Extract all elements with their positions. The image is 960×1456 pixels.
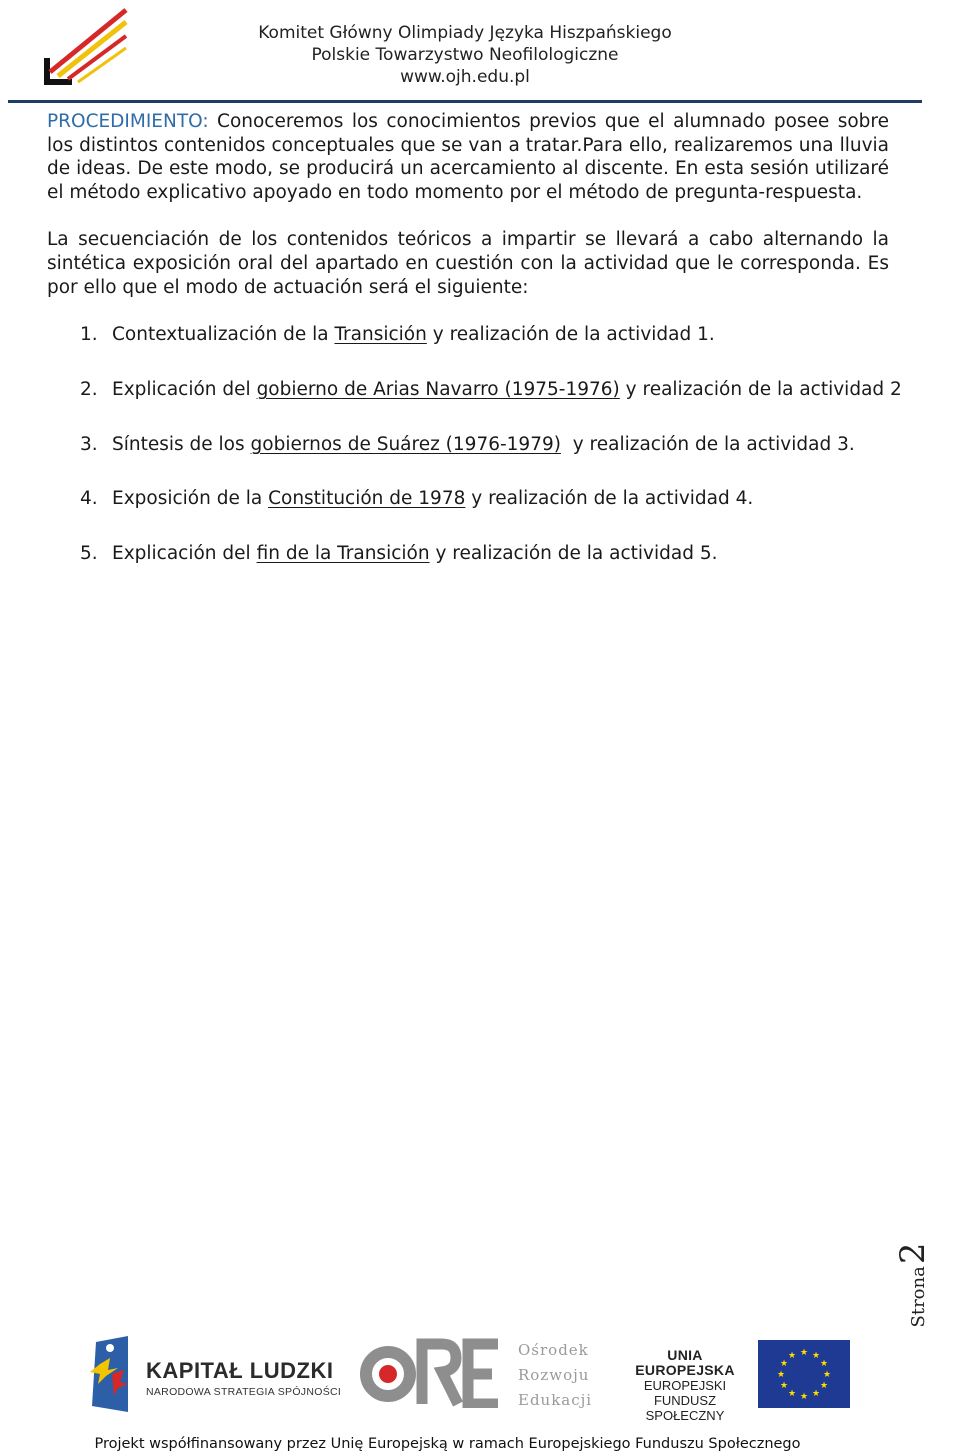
step-number: 2. <box>80 379 98 400</box>
footer-logos <box>0 1328 960 1423</box>
step-topic: fin de la Transición <box>256 543 430 564</box>
step-topic: Constitución de 1978 <box>268 488 466 509</box>
kapital-ludzki-text <box>146 1358 341 1398</box>
page-number-value: 2 <box>893 1242 933 1265</box>
header-divider <box>8 100 922 103</box>
step-text: Contextualización de la <box>112 324 335 345</box>
svg-text:★: ★ <box>811 1351 821 1361</box>
step-text: y realización de la actividad 5. <box>429 543 718 564</box>
document-body <box>47 110 889 299</box>
step-text: Exposición de la <box>112 488 269 509</box>
ore-line2: Rozwoju <box>518 1366 590 1384</box>
step-topic: Transición <box>334 324 427 345</box>
kapital-ludzki-title: KAPITAŁ LUDZKI <box>146 1358 334 1383</box>
procedure-paragraph <box>47 110 889 204</box>
svg-text:★: ★ <box>822 1370 832 1380</box>
ojh-logo-icon <box>44 6 128 86</box>
footer-cofinancing-note: Projekt współfinansowany przez Unię Europejską w ramach Europejskiego Funduszu Społecznego <box>94 1436 801 1452</box>
kapital-ludzki-icon <box>84 1334 134 1414</box>
procedure-text: Conoceremos los conocimientos previos que el alumnado posee sobre los distintos contenidos conceptuales que se van a tratar.Para ello, realizaremos una lluvia de ideas. De este modo, se producirá un acercamiento al discente. En esta sesión utilizaré el método explicativo apoyado en todo momento por el método de pregunta-respuesta. <box>47 111 889 203</box>
svg-text:★: ★ <box>779 1359 789 1369</box>
svg-text:★: ★ <box>811 1389 821 1399</box>
step-item-3 <box>80 434 855 455</box>
svg-text:★: ★ <box>799 1392 809 1402</box>
step-text: Explicación del <box>112 379 257 400</box>
ore-line1: Ośrodek <box>518 1341 589 1359</box>
step-text: Explicación del <box>112 543 257 564</box>
step-text: Síntesis de los <box>112 434 251 455</box>
svg-text:★: ★ <box>819 1381 829 1391</box>
svg-text:★: ★ <box>779 1381 789 1391</box>
step-text: y realización de la actividad 2 <box>619 379 902 400</box>
eu-line3: FUNDUSZ SPOŁECZNY <box>645 1393 725 1423</box>
sequence-paragraph: La secuenciación de los contenidos teóricos a impartir se llevará a cabo alternando la sintética exposición oral del apartado en cuestión con la actividad que le corresponda. Es por ello que el modo de actuación será el siguiente: <box>47 229 889 298</box>
page-number <box>893 1242 960 1328</box>
page-number-label: Strona <box>908 1266 929 1328</box>
step-topic: gobiernos de Suárez (1976-1979) <box>250 434 561 455</box>
step-item-2 <box>80 379 902 400</box>
header-org-line1: Komitet Główny Olimpiady Języka Hiszpańskiego <box>258 23 672 43</box>
step-item-1 <box>80 324 715 345</box>
step-item-4 <box>80 488 753 509</box>
step-item-5 <box>80 543 717 564</box>
step-text: y realización de la actividad 3. <box>560 434 855 455</box>
eu-line2: EUROPEJSKI <box>643 1378 727 1393</box>
eu-text <box>620 1348 750 1423</box>
header-organization <box>180 22 750 88</box>
step-number: 3. <box>80 434 98 455</box>
eu-flag-icon <box>758 1340 850 1408</box>
header-org-line2: Polskie Towarzystwo Neofilologiczne <box>311 45 619 65</box>
step-number: 5. <box>80 543 98 564</box>
ore-line3: Edukacji <box>518 1391 593 1409</box>
step-number: 1. <box>80 324 98 345</box>
eu-line1: UNIA EUROPEJSKA <box>635 1347 735 1378</box>
kapital-ludzki-subtitle: NARODOWA STRATEGIA SPÓJNOŚCI <box>146 1386 342 1398</box>
svg-text:★: ★ <box>819 1359 829 1369</box>
procedure-label: PROCEDIMIENTO: <box>47 111 209 132</box>
ore-text <box>518 1338 592 1413</box>
svg-text:★: ★ <box>776 1370 786 1380</box>
step-text: y realización de la actividad 4. <box>465 488 754 509</box>
header-website-link[interactable]: www.ojh.edu.pl <box>400 67 530 87</box>
svg-text:★: ★ <box>799 1348 809 1358</box>
svg-text:★: ★ <box>787 1389 797 1399</box>
ore-logo-icon <box>358 1338 503 1408</box>
step-text: y realización de la actividad 1. <box>426 324 715 345</box>
svg-text:★: ★ <box>787 1351 797 1361</box>
step-number: 4. <box>80 488 98 509</box>
step-topic: gobierno de Arias Navarro (1975-1976) <box>256 379 620 400</box>
